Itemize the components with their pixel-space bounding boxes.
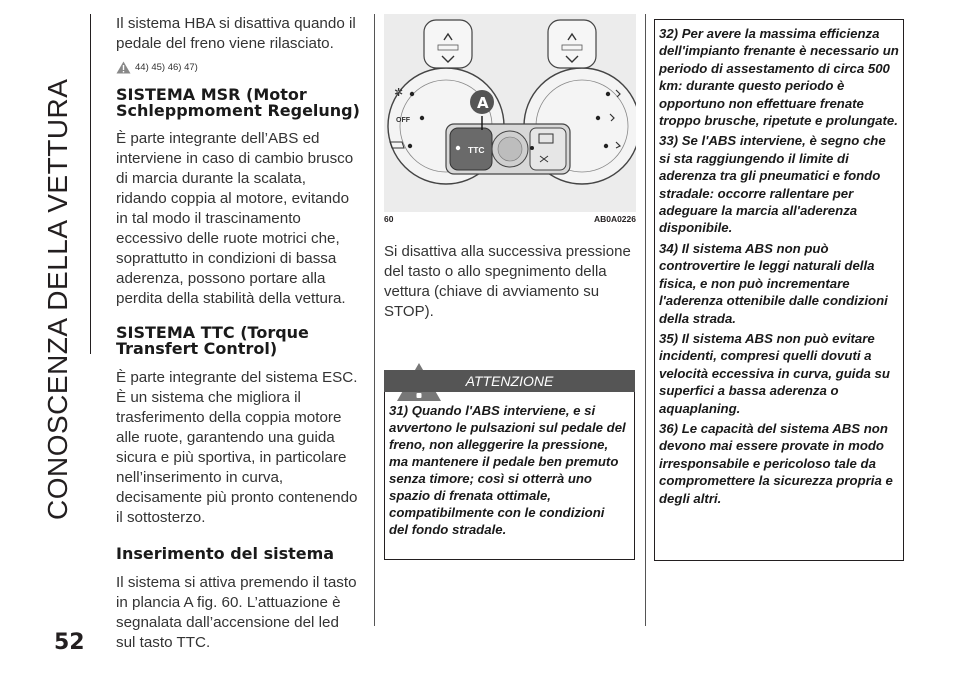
column-1 [116,14,360,653]
note-item [659,330,899,417]
warning-item-number: 31) [389,403,409,418]
deactivation-paragraph: Si disattiva alla successiva pressione del tasto o allo spegnimento della vettura (chiave di avviamento su STOP). [384,243,631,320]
note-item [659,420,899,507]
note-number: 33) [659,133,679,149]
note-references [116,60,360,74]
intro-paragraph: Il sistema HBA si disattiva quando il pedale del freno viene rilasciato. [116,15,356,52]
svg-text:✲: ✲ [394,86,404,99]
note-number: 36) [659,420,679,436]
note-text: Se l'ABS interviene, è segno che si sta raggiungendo il limite di aderenza tra gli pneumatici e fondo stradale: occorre rallentare per adeguare la marcia all'aderenza disponibile. [659,133,886,236]
dashboard-figure [384,14,636,212]
ttc-button-illustration [384,14,636,212]
column-2 [384,14,636,407]
column-divider-2 [645,14,646,626]
warning-box [384,370,635,560]
column-divider-1 [374,14,375,626]
note-item [659,240,899,327]
warning-title: ATTENZIONE [384,370,635,392]
notes-box [654,19,904,561]
note-text: Il sistema ABS non può evitare incidenti, compresi quelli dovuti a velocità eccessiva in curva, guida su superfici a bassa aderenza o aquaplaning. [659,330,890,416]
section-title-vertical: CONOSCENZA DELLA VETTURA [42,78,73,520]
ttc-heading: SISTEMA TTC (Torque Transfert Control) [116,323,309,358]
note-number: 34) [659,240,679,256]
side-divider [90,14,91,354]
note-item [659,132,899,236]
warning-text [385,392,634,538]
note-item [659,25,899,129]
ttc-paragraph: È parte integrante del sistema ESC. È un sistema che migliora il trasferimento della coppia motore alle ruote, garantendo una guida sicura e più sportiva, in particolare nell’inserimento in curva, decisamente più pronto contenendo il sottosterzo. [116,369,358,526]
activation-paragraph: Il sistema si attiva premendo il tasto in plancia A fig. 60. L’attuazione è segnalata dall’accensione del led sul tasto TTC. [116,574,357,651]
note-text: Il sistema ABS non può controvertire le leggi naturali della fisica, e non può incrementare l'aderenza ottenibile dalle condizioni della strada. [659,240,888,326]
note-number: 35) [659,330,682,346]
callout-a: A [477,94,489,112]
page-number: 52 [54,630,85,655]
msr-heading: SISTEMA MSR (Motor Schleppmoment Regelung) [116,85,360,120]
warning-icon [116,61,131,74]
figure-code: AB0A0226 [593,214,636,224]
note-refs-text: 44) 45) 46) 47) [135,61,198,73]
note-number: 32) [659,26,679,41]
note-text: Le capacità del sistema ABS non devono mai essere provate in modo irresponsabile e pericoloso tale da compromettere la sicurezza propria e degli altri. [659,420,893,506]
warning-item-text: Quando l'ABS interviene, e si avvertono le pulsazioni sul pedale del freno, non alleggerire la pressione, ma mantenere il pedale ben premuto senza timore; così si otterrà uno spazio di frenata ottimale, compatibilmente con le condizioni del fondo stradale. [389,403,626,537]
msr-paragraph: È parte integrante dell’ABS ed interviene in caso di cambio brusco di marcia durante la scalata, ridando coppia al motore, evitando in tal modo il trascinamento eccessivo delle ruote motrici che, soprattutto in condizioni di bassa aderenza, possono portare alla perdita della stabilità della vettura. [116,130,354,307]
ttc-button-label: TTC [468,145,485,155]
off-label: OFF [396,117,410,124]
activation-heading: Inserimento del sistema [116,544,335,563]
figure-caption [384,214,636,226]
warning-item-31 [389,402,626,538]
figure-number: 60 [384,214,394,224]
note-text: Per avere la massima efficienza dell'impianto frenante è necessario un periodo di assestamento di circa 500 km: durante questo periodo è opportuno non effettuare frenate troppo brusche, ripetute e prolungate. [659,26,899,129]
